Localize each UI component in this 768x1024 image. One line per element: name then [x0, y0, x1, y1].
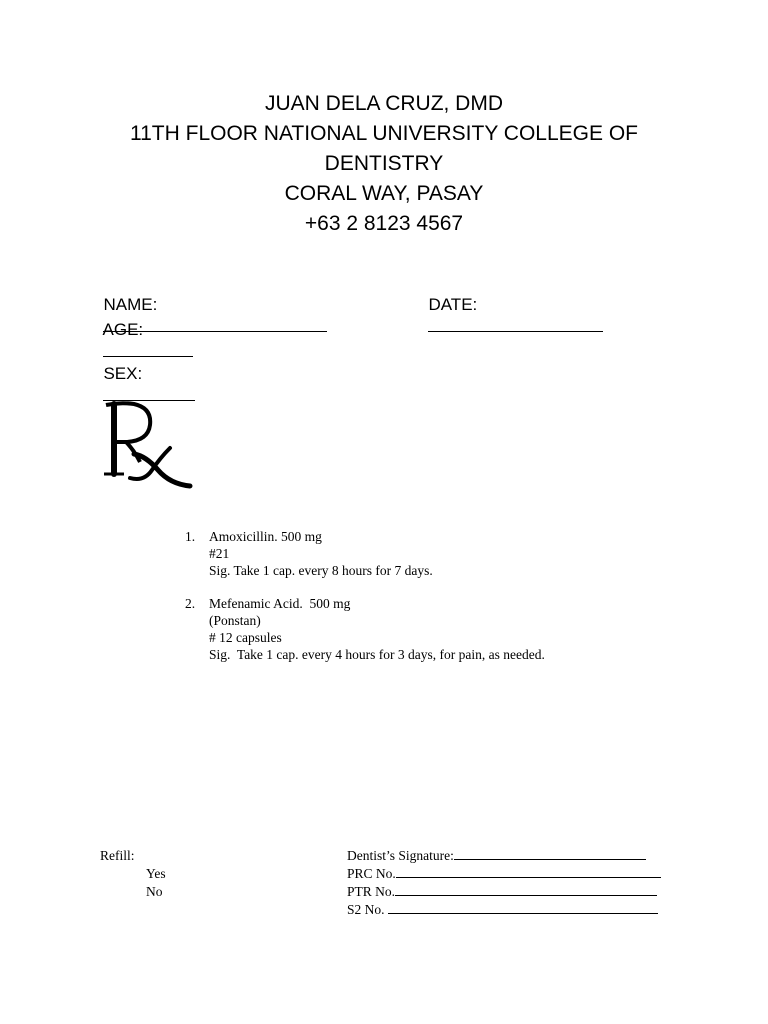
- signature-section: [347, 847, 661, 919]
- prescription-item: [185, 595, 545, 663]
- address-line-1: 11TH FLOOR NATIONAL UNIVERSITY COLLEGE OF: [130, 122, 638, 145]
- s2-line[interactable]: [388, 901, 658, 914]
- instructions: Sig. Take 1 cap. every 4 hours for 3 days, for pain, as needed.: [209, 647, 545, 662]
- signature-line[interactable]: [454, 847, 646, 860]
- refill-option-yes[interactable]: Yes: [146, 866, 166, 881]
- prescription-item: [185, 528, 545, 579]
- date-blank[interactable]: [428, 316, 603, 332]
- date-label: DATE:: [428, 295, 478, 314]
- signature-label: Dentist’s Signature:: [347, 848, 454, 863]
- quantity: #21: [209, 546, 230, 561]
- prc-row: [347, 865, 661, 883]
- s2-row: [347, 901, 661, 919]
- item-number: 1.: [185, 529, 196, 544]
- rx-icon: [100, 398, 196, 494]
- name-label: NAME:: [103, 295, 158, 314]
- clinic-header: [0, 89, 768, 239]
- drug-name: Mefenamic Acid. 500 mg: [209, 596, 351, 611]
- sex-label: SEX:: [103, 364, 143, 383]
- address-line-3: CORAL WAY, PASAY: [284, 182, 484, 205]
- refill-section: [100, 847, 166, 901]
- quantity: # 12 capsules: [209, 630, 282, 645]
- age-label: AGE:: [102, 320, 144, 339]
- ptr-row: [347, 883, 661, 901]
- instructions: Sig. Take 1 cap. every 8 hours for 7 days.: [209, 563, 433, 578]
- age-blank[interactable]: [103, 341, 193, 357]
- prescription-list: [185, 528, 545, 679]
- refill-label: Refill:: [100, 848, 135, 863]
- ptr-line[interactable]: [395, 883, 657, 896]
- date-field-row: [419, 272, 603, 338]
- doctor-name: JUAN DELA CRUZ, DMD: [264, 92, 504, 115]
- refill-option-no[interactable]: No: [146, 884, 163, 899]
- brand-name: (Ponstan): [209, 613, 261, 628]
- drug-name: Amoxicillin. 500 mg: [209, 529, 322, 544]
- s2-label: S2 No.: [347, 902, 388, 917]
- item-number: 2.: [185, 596, 196, 611]
- ptr-label: PTR No.: [347, 884, 396, 899]
- prc-label: PRC No.: [347, 866, 396, 881]
- prc-line[interactable]: [396, 865, 661, 878]
- age-sex-row: [94, 297, 195, 407]
- phone-number: +63 2 8123 4567: [304, 212, 464, 235]
- signature-row: [347, 847, 661, 865]
- address-line-2: DENTISTRY: [324, 152, 444, 175]
